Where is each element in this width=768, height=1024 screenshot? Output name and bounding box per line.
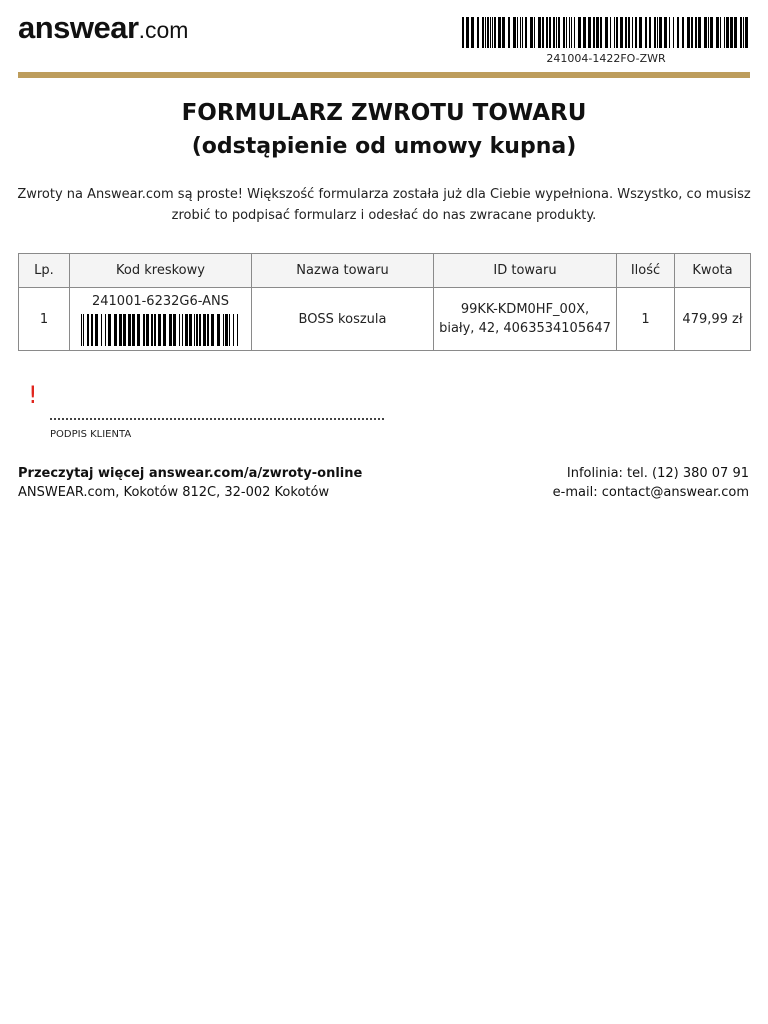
row-quantity: 1: [617, 288, 675, 351]
return-barcode: [462, 17, 750, 48]
header-divider: [18, 72, 750, 78]
hotline: Infolinia: tel. (12) 380 07 91: [566, 466, 749, 481]
row-product-id-line-2: biały, 42, 4063534105647: [439, 321, 611, 336]
header-amount: Kwota: [675, 254, 751, 288]
intro-text: [14, 184, 754, 226]
signature-label: PODPIS KLIENTA: [50, 429, 132, 440]
table-row: [19, 288, 751, 351]
form-title: FORMULARZ ZWROTU TOWARU: [181, 100, 587, 126]
row-amount: 479,99 zł: [675, 288, 751, 351]
row-product-name: BOSS koszula: [252, 288, 434, 351]
signature-line: [50, 418, 384, 420]
intro-line-2: zrobić to podpisać formularz i odesłać do nas zwracane produkty.: [171, 208, 597, 223]
row-barcode-cell: [70, 288, 252, 351]
company-address: ANSWEAR.com, Kokotów 812C, 32-002 Kokotów: [18, 485, 330, 500]
row-lp: 1: [19, 288, 70, 351]
return-code: 241004-1422FO-ZWR: [546, 52, 666, 65]
header-product-id: ID towaru: [434, 254, 617, 288]
logo-domain: .com: [138, 17, 189, 43]
intro-line-1: Zwroty na Answear.com są proste! Większość formularza została już dla Ciebie wypełniona. Wszystko, co musisz: [17, 187, 751, 202]
header-product-name: Nazwa towaru: [252, 254, 434, 288]
contact-email: e-mail: contact@answear.com: [552, 485, 749, 500]
row-product-id-line-1: 99KK-KDM0HF_00X,: [460, 302, 590, 317]
footer-right: [553, 464, 749, 502]
product-barcode: [81, 314, 241, 346]
read-more-link[interactable]: Przeczytaj więcej answear.com/a/zwroty-online: [18, 466, 363, 481]
logo-wordmark: answear: [18, 10, 139, 45]
header-barcode: Kod kreskowy: [70, 254, 252, 288]
answear-logo: [18, 10, 188, 46]
signature-warning-icon: !: [28, 381, 38, 409]
table-header-row: [19, 254, 751, 288]
header-lp: Lp.: [19, 254, 70, 288]
items-table: [18, 253, 751, 351]
row-product-id: [434, 288, 617, 351]
header-quantity: Ilość: [617, 254, 675, 288]
form-subtitle: (odstąpienie od umowy kupna): [191, 134, 577, 159]
row-barcode-code: 241001-6232G6-ANS: [91, 294, 230, 309]
footer-left: [18, 464, 362, 502]
